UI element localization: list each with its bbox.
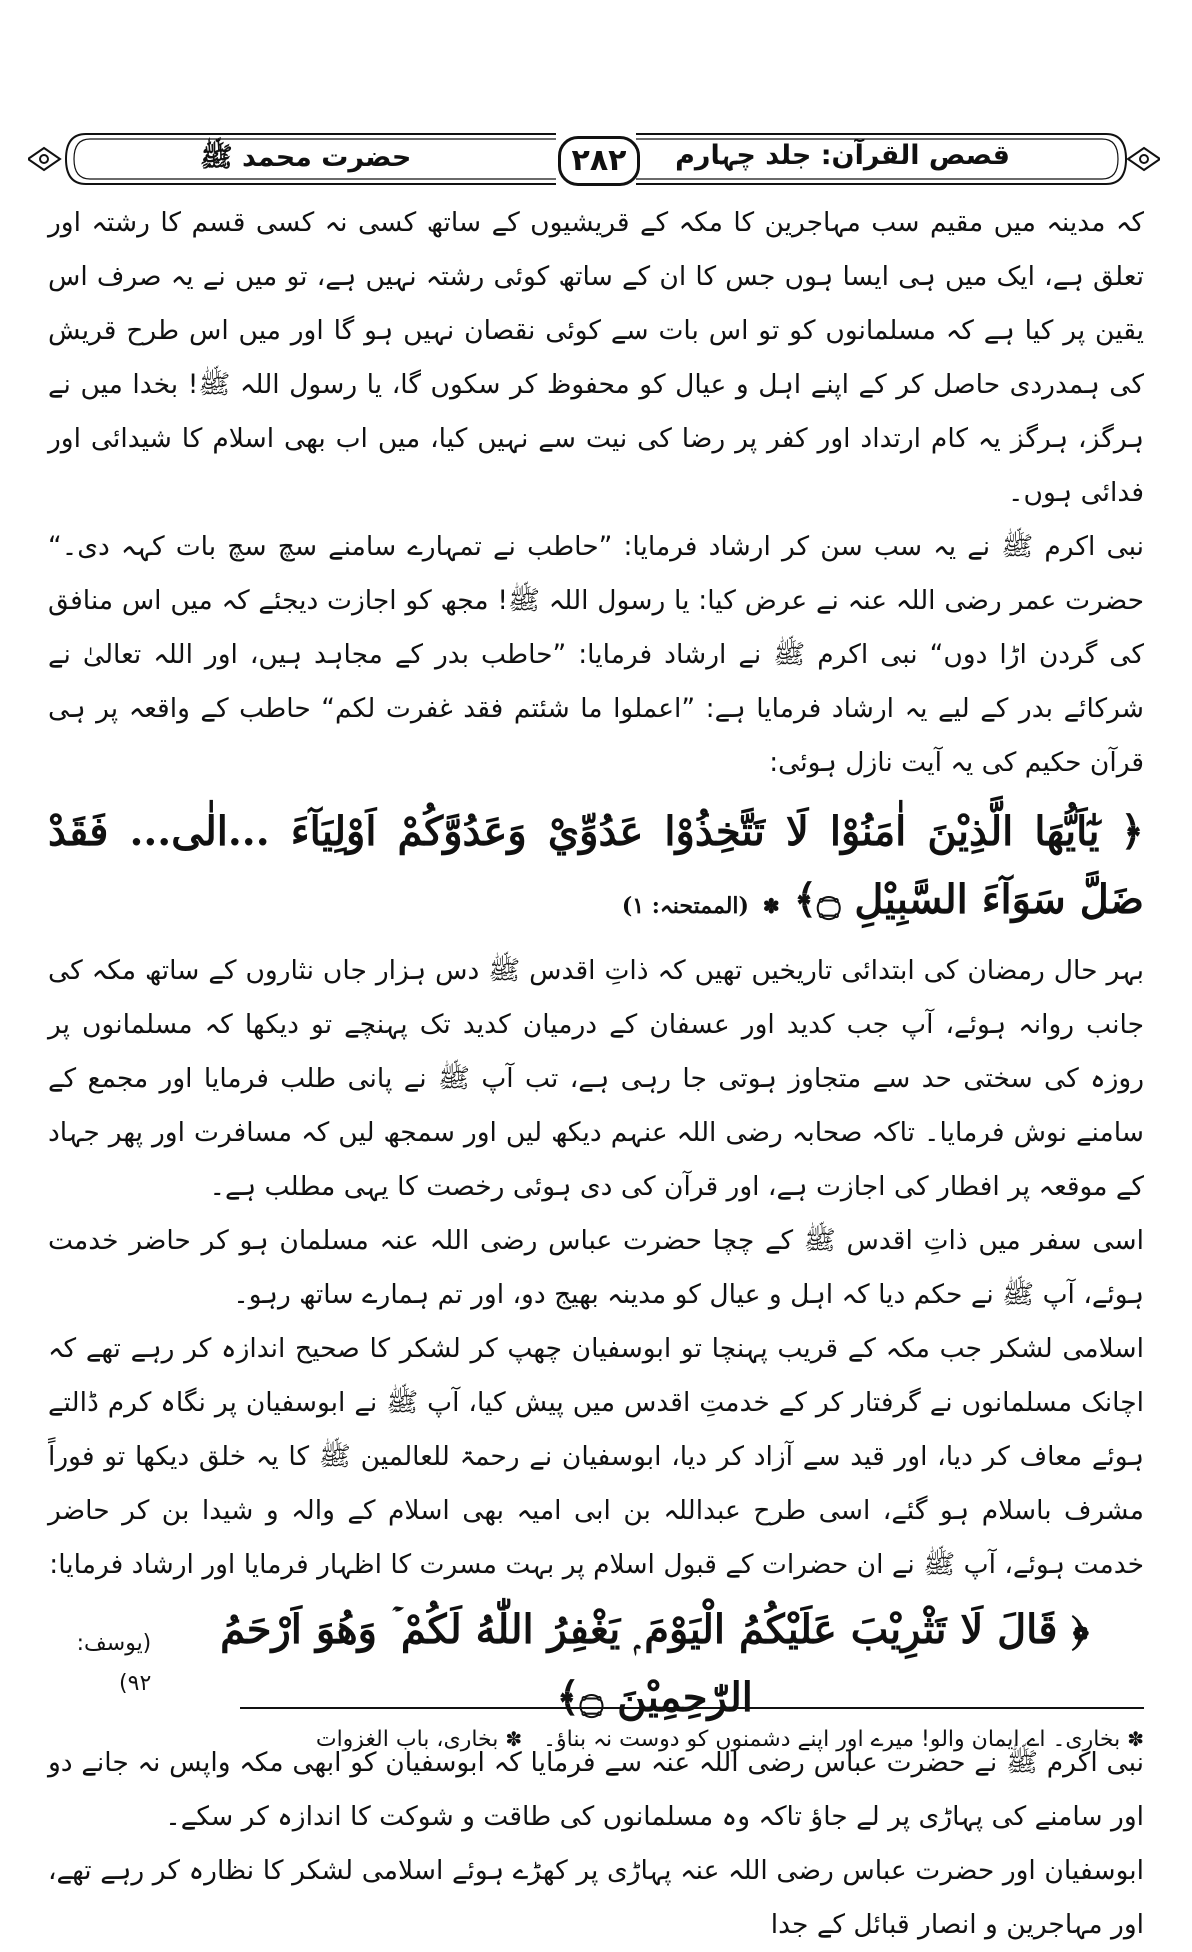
chapter-title: حضرت محمد ﷺ bbox=[200, 142, 412, 173]
footnote-marker: ✽ bbox=[762, 894, 780, 918]
paragraph-3: بہر حال رمضان کی ابتدائی تاریخیں تھیں کہ ذاتِ اقدس ﷺ دس ہزار جاں نثاروں کے ساتھ مکہ کی جانب روانہ ہوئے، آپ جب کدید اور عسفان کے درمیان کدید تک پہنچے تو دیکھا کہ مسلمانوں پر روزہ کی سختی حد سے متجاوز ہوتی جا رہی ہے، تب آپ ﷺ نے پانی طلب فرمایا اور مجمع کے سامنے نوش فرمایا۔ تاکہ صحابہ رضی اللہ عنہم دیکھ لیں اور سمجھ لیں کہ مسافرت اور پھر جہاد کے موقعہ پر افطار کی اجازت ہے، اور قرآن کی دی ہوئی رخصت کا یہی مطلب ہے۔ bbox=[48, 955, 1144, 1202]
page-number: ۲۸۲ bbox=[558, 136, 640, 186]
book-title: قصص القرآن: جلد چہارم bbox=[675, 140, 1010, 171]
verse-reference: (الممتحنہ: ۱) bbox=[621, 893, 749, 919]
quran-verse-1 bbox=[48, 798, 1144, 940]
footnote-marker: ✽ bbox=[1127, 1727, 1144, 1751]
footnotes bbox=[316, 1719, 1144, 1760]
paragraph-5: اسلامی لشکر جب مکہ کے قریب پہنچا تو ابوسفیان چھپ کر لشکر کا صحیح اندازہ کر رہے تھے کہ اچانک مسلمانوں نے گرفتار کر کے خدمتِ اقدس میں پیش کیا، آپ ﷺ نے ابوسفیان پر نگاہ کرم ڈالتے ہوئے معاف کر دیا، اور قید سے آزاد کر دیا، ابوسفیان نے رحمۃ للعالمین ﷺ کا یہ خلق دیکھا تو فوراً مشرف باسلام ہو گئے، اسی طرح عبداللہ بن ابی امیہ بھی اسلام کے والہ و شیدا بن کر حاضر خدمت ہوئے، آپ ﷺ نے ان حضرات کے قبول اسلام پر بہت مسرت کا اظہار فرمایا اور ارشاد فرمایا: bbox=[48, 1333, 1144, 1580]
verse-arabic: ﴿ قَالَ لَا تَثْرِيْبَ عَلَيْكُمُ الْيَوْمَ ۭ يَغْفِرُ اللّٰهُ لَكُمْ ۡ وَهُوَ اَرْحَمُ الرّٰحِمِيْنَ ۝﴾ bbox=[220, 1606, 1090, 1721]
footnote-marker: ✽ bbox=[505, 1727, 523, 1751]
page-header bbox=[28, 128, 1160, 190]
quran-verse-2 bbox=[48, 1596, 1144, 1732]
paragraph-1: کہ مدینہ میں مقیم سب مہاجرین کا مکہ کے قریشیوں کے ساتھ کسی نہ کسی قسم کا رشتہ اور تعلق ہے، ایک میں ہی ایسا ہوں جس کا ان کے ساتھ کوئی رشتہ نہیں ہے، تو میں نے یہ صرف اس یقین پر کیا ہے کہ مسلمانوں کو تو اس بات سے کوئی نقصان نہیں ہو گا اور میں اس طرح قریش کی ہمدردی حاصل کر کے اپنے اہل و عیال کو محفوظ کر سکوں گا، یا رسول اللہ ﷺ! بخدا میں نے ہرگز، ہرگز یہ کام ارتداد اور کفر پر رضا کی نیت سے نہیں کیا، میں اب بھی اسلام کا شیدائی اور فدائی ہوں۔ bbox=[48, 207, 1144, 508]
paragraph-4: اسی سفر میں ذاتِ اقدس ﷺ کے چچا حضرت عباس رضی اللہ عنہ مسلمان ہو کر حاضر خدمت ہوئے، آپ ﷺ نے حکم دیا کہ اہل و عیال کو مدینہ بھیج دو، اور تم ہمارے ساتھ رہو۔ bbox=[48, 1225, 1144, 1310]
footnote-divider bbox=[240, 1707, 1144, 1709]
footnote-1: بخاری۔ اے ایمان والو! میرے اور اپنے دشمنوں کو دوست نہ بناؤ۔ bbox=[543, 1727, 1121, 1752]
verse-arabic: ﴿ يٰٓاَيُّهَا الَّذِيْنَ اٰمَنُوْا لَا تَتَّخِذُوْا عَدُوِّيْ وَعَدُوَّكُمْ اَوْلِيَآءَ ...الٰی... فَقَدْ ضَلَّ سَوَآءَ السَّبِيْلِ ۝﴾ bbox=[48, 808, 1144, 923]
verse-text bbox=[48, 798, 1144, 940]
paragraph-7: ابوسفیان اور حضرت عباس رضی اللہ عنہ پہاڑی پر کھڑے ہوئے اسلامی لشکر کا نظارہ کر رہے تھے، اور مہاجرین و انصار قبائل کے جدا bbox=[48, 1855, 1144, 1940]
paragraph-2: نبی اکرم ﷺ نے یہ سب سن کر ارشاد فرمایا: ”حاطب نے تمہارے سامنے سچ سچ بات کہہ دی۔“ حضرت عمر رضی اللہ عنہ نے عرض کیا: یا رسول اللہ ﷺ! مجھ کو اجازت دیجئے کہ میں اس منافق کی گردن اڑا دوں“ نبی اکرم ﷺ نے ارشاد فرمایا: ”حاطب بدر کے مجاہد ہیں، اور اللہ تعالیٰ نے شرکائے بدر کے لیے یہ ارشاد فرمایا ہے: ”اعملوا ما شئتم فقد غفرت لکم“ حاطب کے واقعہ پر ہی قرآن حکیم کی یہ آیت نازل ہوئی: bbox=[48, 531, 1144, 778]
page-body bbox=[48, 196, 1144, 1952]
verse-reference: (یوسف: ۹۲) bbox=[76, 1631, 152, 1696]
footnote-2: بخاری، باب الغزوات bbox=[315, 1727, 499, 1752]
paragraph-6: نبی اکرم ﷺ نے حضرت عباس رضی اللہ عنہ سے فرمایا کہ ابوسفیان کو ابھی مکہ واپس نہ جانے دو اور سامنے کی پہاڑی پر لے جاؤ تاکہ وہ مسلمانوں کی طاقت و شوکت کا اندازہ کر سکے۔ bbox=[48, 1747, 1144, 1832]
